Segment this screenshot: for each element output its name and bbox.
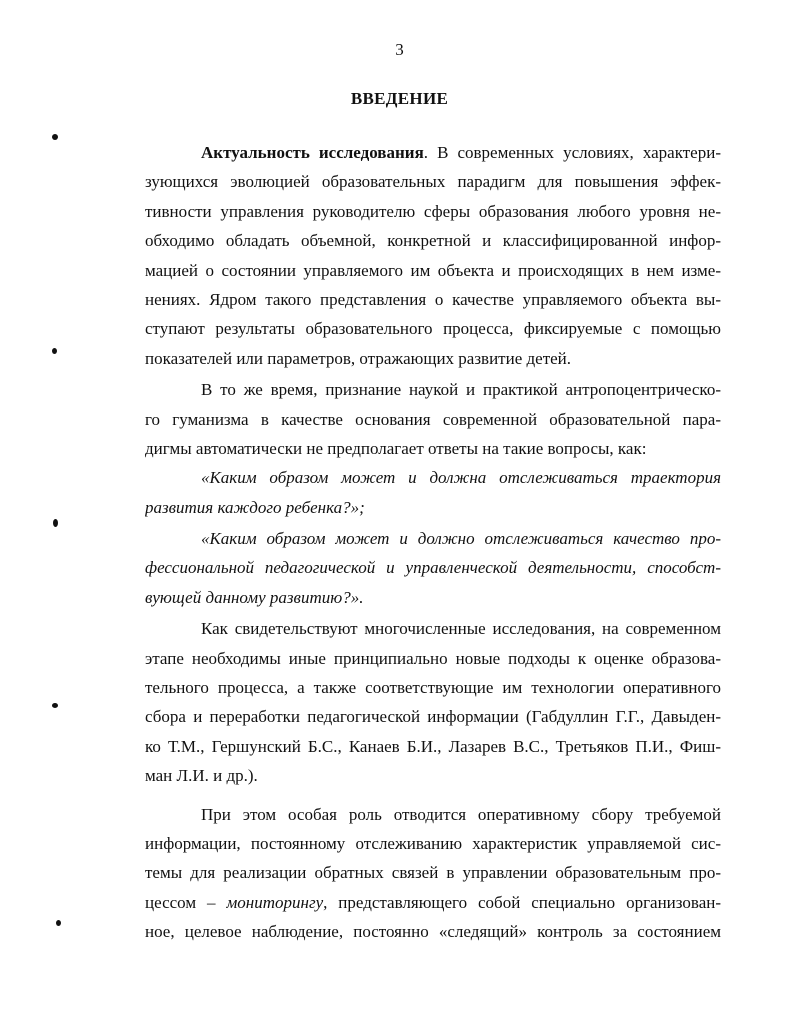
text-line: дигмы автоматически не предполагает ответы на такие вопросы, как:: [145, 438, 647, 458]
text-line: зующихся эволюцией образовательных парадигм для повышения эффек-: [145, 172, 721, 192]
italic-term: мониторингу: [226, 892, 324, 912]
italic-text: «Каким образом может и должно отслеживаться качество про-: [201, 529, 721, 549]
text-line: Как свидетельствуют многочисленные исследования, на современном: [201, 619, 721, 639]
text-run: , представляющего собой специально организован-: [323, 892, 721, 912]
text-line: мацией о состоянии управляемого им объекта и происходящих в нем изме-: [145, 260, 721, 280]
margin-mark: [56, 920, 61, 926]
text-line: ман Л.И. и др.).: [145, 766, 258, 786]
text-line: [145, 583, 721, 612]
text-line: сбора и переработки педагогической информации (Габдуллин Г.Г., Давыден-: [145, 707, 721, 727]
paragraph-monitoring: [145, 800, 721, 947]
page-number: 3: [395, 40, 404, 59]
text-line: [145, 888, 721, 917]
section-heading: ВВЕДЕНИЕ: [350, 89, 449, 108]
text-line: обходимо обладать объемной, конкретной и классифицированной инфор-: [145, 231, 721, 251]
text-line: [145, 463, 721, 492]
paragraph-humanism: [145, 375, 721, 463]
italic-text: «Каким образом может и должна отслеживаться траектория: [201, 468, 721, 488]
text-line: нениях. Ядром такого представления о качестве управляемого объекта вы-: [145, 289, 721, 309]
question-1: [145, 463, 721, 522]
relevance-lead: Актуальность исследования: [201, 143, 424, 162]
text-line: [145, 493, 721, 522]
text-line: го гуманизма в качестве основания современной образовательной пара-: [145, 409, 721, 429]
text-line: темы для реализации обратных связей в управлении образовательным про-: [145, 863, 721, 883]
text-line: В то же время, признание наукой и практикой антропоцентрическо-: [201, 380, 721, 400]
question-2: [145, 524, 721, 612]
paragraph-research: [145, 614, 721, 790]
margin-mark: [52, 134, 58, 140]
text-line: этапе необходимы иные принципиально новые подходы к оценке образова-: [145, 648, 721, 668]
margin-mark: [52, 348, 57, 354]
text-line: информации, постоянному отслеживанию характеристик управляемой сис-: [145, 833, 721, 853]
text-line: ное, целевое наблюдение, постоянно «следящий» контроль за состоянием: [145, 922, 721, 942]
text-line: тельного процесса, а также соответствующие им технологии оперативного: [145, 678, 721, 698]
italic-text: фессиональной педагогической и управленческой деятельности, способст-: [145, 558, 721, 578]
text-line: При этом особая роль отводится оперативному сбору требуемой: [201, 804, 721, 824]
text-line: ко Т.М., Гершунский Б.С., Канаев Б.И., Лазарев В.С., Третьяков П.И., Фиш-: [145, 736, 721, 756]
paragraph-relevance: [145, 138, 721, 373]
text-line: ступают результаты образовательного процесса, фиксируемые с помощью: [145, 319, 721, 339]
text-line: тивности управления руководителю сферы образования любого уровня не-: [145, 201, 721, 221]
text-run: цессом –: [145, 892, 227, 912]
document-body: [145, 138, 721, 947]
margin-mark: [53, 519, 58, 527]
margin-mark: [52, 703, 58, 708]
text-line: [145, 553, 721, 582]
text-line: показателей или параметров, отражающих развитие детей.: [145, 348, 572, 368]
text-run: . В современных условиях, характери-: [423, 143, 721, 162]
italic-text: развития каждого ребенка?»;: [145, 497, 365, 517]
text-line: [145, 138, 721, 167]
italic-text: вующей данному развитию?».: [145, 587, 364, 607]
text-line: [145, 524, 721, 553]
